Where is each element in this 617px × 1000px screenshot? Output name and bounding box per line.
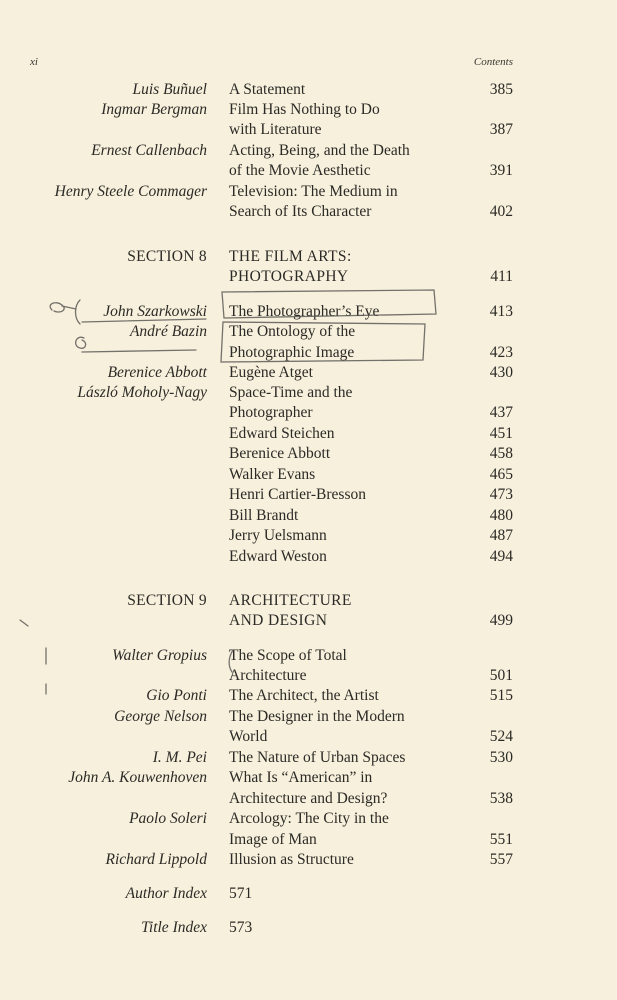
entry-author: Walter Gropius (112, 647, 207, 664)
entry-title-cont: Architecture (229, 667, 307, 684)
entry-page: 423 (489, 344, 513, 361)
entry-title-cont: Search of Its Character (229, 203, 372, 220)
entry-page: 480 (489, 507, 513, 524)
entry-page: 430 (489, 364, 513, 381)
section-label: SECTION 8 (127, 248, 207, 265)
entry-page: 551 (489, 831, 513, 848)
entry-page: 473 (489, 486, 513, 503)
entry-page: 387 (489, 121, 513, 138)
entry-title: Edward Steichen (229, 425, 335, 442)
entry-title-cont: of the Movie Aesthetic (229, 162, 371, 179)
entry-author: André Bazin (129, 323, 207, 340)
entry-page: 437 (489, 404, 513, 421)
section-title: ARCHITECTURE (229, 592, 352, 609)
pencil-loop-mark (50, 303, 76, 312)
entry-title: The Scope of Total (229, 647, 347, 664)
entry-title: Television: The Medium in (229, 183, 398, 200)
pencil-curl-mark (76, 337, 86, 348)
entry-page: 494 (489, 548, 513, 565)
entry-title: Illusion as Structure (229, 851, 354, 868)
entry-page: 413 (489, 303, 513, 320)
entry-title: The Nature of Urban Spaces (229, 749, 406, 766)
entry-author: Paolo Soleri (129, 810, 207, 827)
index-page: 573 (229, 919, 253, 936)
pencil-underline-mark (82, 350, 196, 352)
entry-author: Gio Ponti (146, 687, 207, 704)
entry-title: A Statement (229, 81, 306, 98)
entry-title: The Photographer’s Eye (229, 303, 380, 320)
entry-author: Richard Lippold (105, 851, 207, 868)
entry-title-cont: with Literature (229, 121, 322, 138)
entry-page: 515 (489, 687, 513, 704)
entry-page: 465 (489, 466, 513, 483)
page-number-roman: xi (30, 56, 38, 68)
entry-page: 451 (489, 425, 513, 442)
entry-page: 501 (489, 667, 513, 684)
entry-title: Space-Time and the (229, 384, 353, 401)
entry-author: Luis Buñuel (132, 81, 207, 98)
entry-page: 402 (489, 203, 513, 220)
entry-title-cont: World (229, 728, 268, 745)
entry-title-cont: Photographer (229, 404, 313, 421)
entry-page: 458 (489, 445, 513, 462)
entry-title: Film Has Nothing to Do (229, 101, 380, 118)
entry-title: The Designer in the Modern (229, 708, 405, 725)
entry-title: Bill Brandt (229, 507, 299, 524)
entry-title: Henri Cartier-Bresson (229, 486, 366, 503)
entry-author: Ernest Callenbach (91, 142, 207, 159)
entry-title-cont: Image of Man (229, 831, 317, 848)
entry-title: Acting, Being, and the Death (229, 142, 410, 159)
entry-title: The Architect, the Artist (229, 687, 379, 704)
entry-author: John A. Kouwenhoven (68, 769, 207, 786)
entry-author: Berenice Abbott (107, 364, 207, 381)
pencil-bracket-mark (76, 300, 81, 324)
pencil-tick-mark (20, 620, 28, 626)
entry-author: László Moholy-Nagy (77, 384, 207, 401)
entry-title-cont: Architecture and Design? (229, 790, 388, 807)
index-page: 571 (229, 885, 253, 902)
entry-title: Walker Evans (229, 466, 316, 483)
section-page: 499 (489, 612, 513, 629)
entry-title: Berenice Abbott (229, 445, 331, 462)
entry-page: 385 (489, 81, 513, 98)
entry-page: 538 (489, 790, 513, 807)
entry-page: 557 (489, 851, 513, 868)
entry-title: Arcology: The City in the (229, 810, 389, 827)
entry-title: Jerry Uelsmann (229, 527, 327, 544)
entry-page: 524 (489, 728, 513, 745)
entry-title: The Ontology of the (229, 323, 356, 340)
index-label: Title Index (141, 919, 207, 936)
section-title-cont: PHOTOGRAPHY (229, 268, 349, 285)
index-label: Author Index (125, 885, 207, 902)
entry-author: Ingmar Bergman (101, 101, 207, 118)
entry-page: 530 (489, 749, 513, 766)
section-page: 411 (490, 268, 513, 285)
section-title-cont: AND DESIGN (229, 612, 328, 629)
entry-author: John Szarkowski (103, 303, 207, 320)
entry-title-cont: Photographic Image (229, 344, 355, 361)
entry-page: 487 (489, 527, 513, 544)
section-title: THE FILM ARTS: (229, 248, 352, 265)
section-label: SECTION 9 (127, 592, 207, 609)
entry-title: What Is “American” in (229, 769, 373, 786)
entry-page: 391 (489, 162, 513, 179)
entry-author: George Nelson (114, 708, 207, 725)
entry-title: Edward Weston (229, 548, 327, 565)
entry-author: I. M. Pei (152, 749, 207, 766)
entry-author: Henry Steele Commager (54, 183, 207, 200)
running-title: Contents (473, 56, 513, 68)
entry-title: Eugène Atget (229, 364, 313, 381)
